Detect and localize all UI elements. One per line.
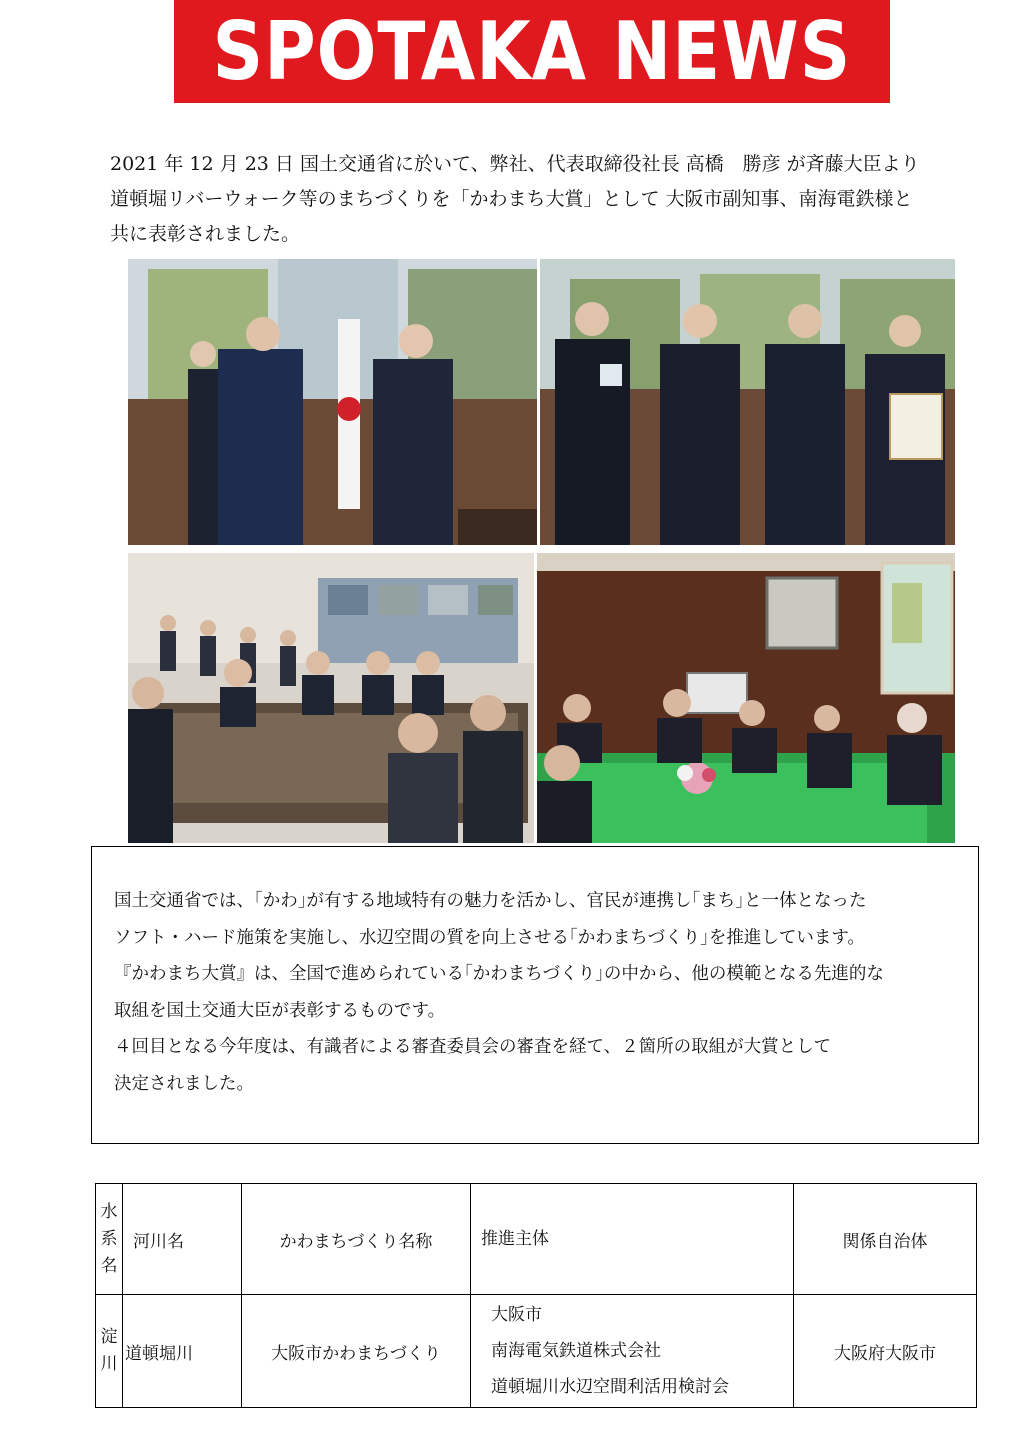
header-kawamachi-name: かわまちづくり名称 [242, 1184, 471, 1295]
promoter-line: 南海電気鉄道株式会社 [491, 1341, 661, 1361]
header-municipality: 関係自治体 [794, 1184, 977, 1295]
cell-municipality: 大阪府大阪市 [794, 1295, 977, 1408]
cell-promoter [471, 1295, 794, 1408]
header-banner [174, 0, 890, 103]
header-water-system: 水 系 名 [96, 1184, 123, 1295]
intro-paragraph: 2021 年 12 月 23 日 国土交通省に於いて、弊社、代表取締役社長 高橋 勝彦 が斉藤大臣より 道頓堀リバーウォーク等のまちづくりを「かわまち大賞」として 大阪市副知事、南海電鉄様と 共に表彰されました。 [110, 153, 920, 245]
info-box: 国土交通省では、｢かわ｣が有する地域特有の魅力を活かし、官民が連携し｢まち｣と一体となった ソフト・ハード施策を実施し、水辺空間の質を向上させる｢かわまちづくり｣を推進しています。 『かわまち大賞』は、全国で進められている｢かわまちづくり｣の中から、他の模範となる先進的な 取組を国土交通大臣が表彰するものです。 ４回目となる今年度は、有識者による審査委員会の審査を経て、２箇所の取組が大賞として 決定されました。 [91, 846, 979, 1144]
cell-water-system: 淀 川 [96, 1295, 123, 1408]
photo-meeting-room [128, 553, 534, 843]
awards-table [95, 1183, 977, 1408]
header-promoter: 推進主体 [471, 1184, 794, 1295]
promoter-line: 道頓堀川水辺空間利活用検討会 [491, 1377, 729, 1397]
promoter-line: 大阪市 [491, 1305, 542, 1325]
table-row [96, 1295, 977, 1408]
photo-reception-room [537, 553, 955, 843]
header-river: 河川名 [123, 1184, 242, 1295]
banner-title: SPOTAKA NEWS [212, 4, 852, 98]
cell-kawamachi-name: 大阪市かわまちづくり [242, 1295, 471, 1408]
cell-river: 道頓堀川 [123, 1295, 242, 1408]
table-header-row [96, 1184, 977, 1295]
photo-group-certificate [540, 259, 955, 545]
photo-award-handover [128, 259, 537, 545]
